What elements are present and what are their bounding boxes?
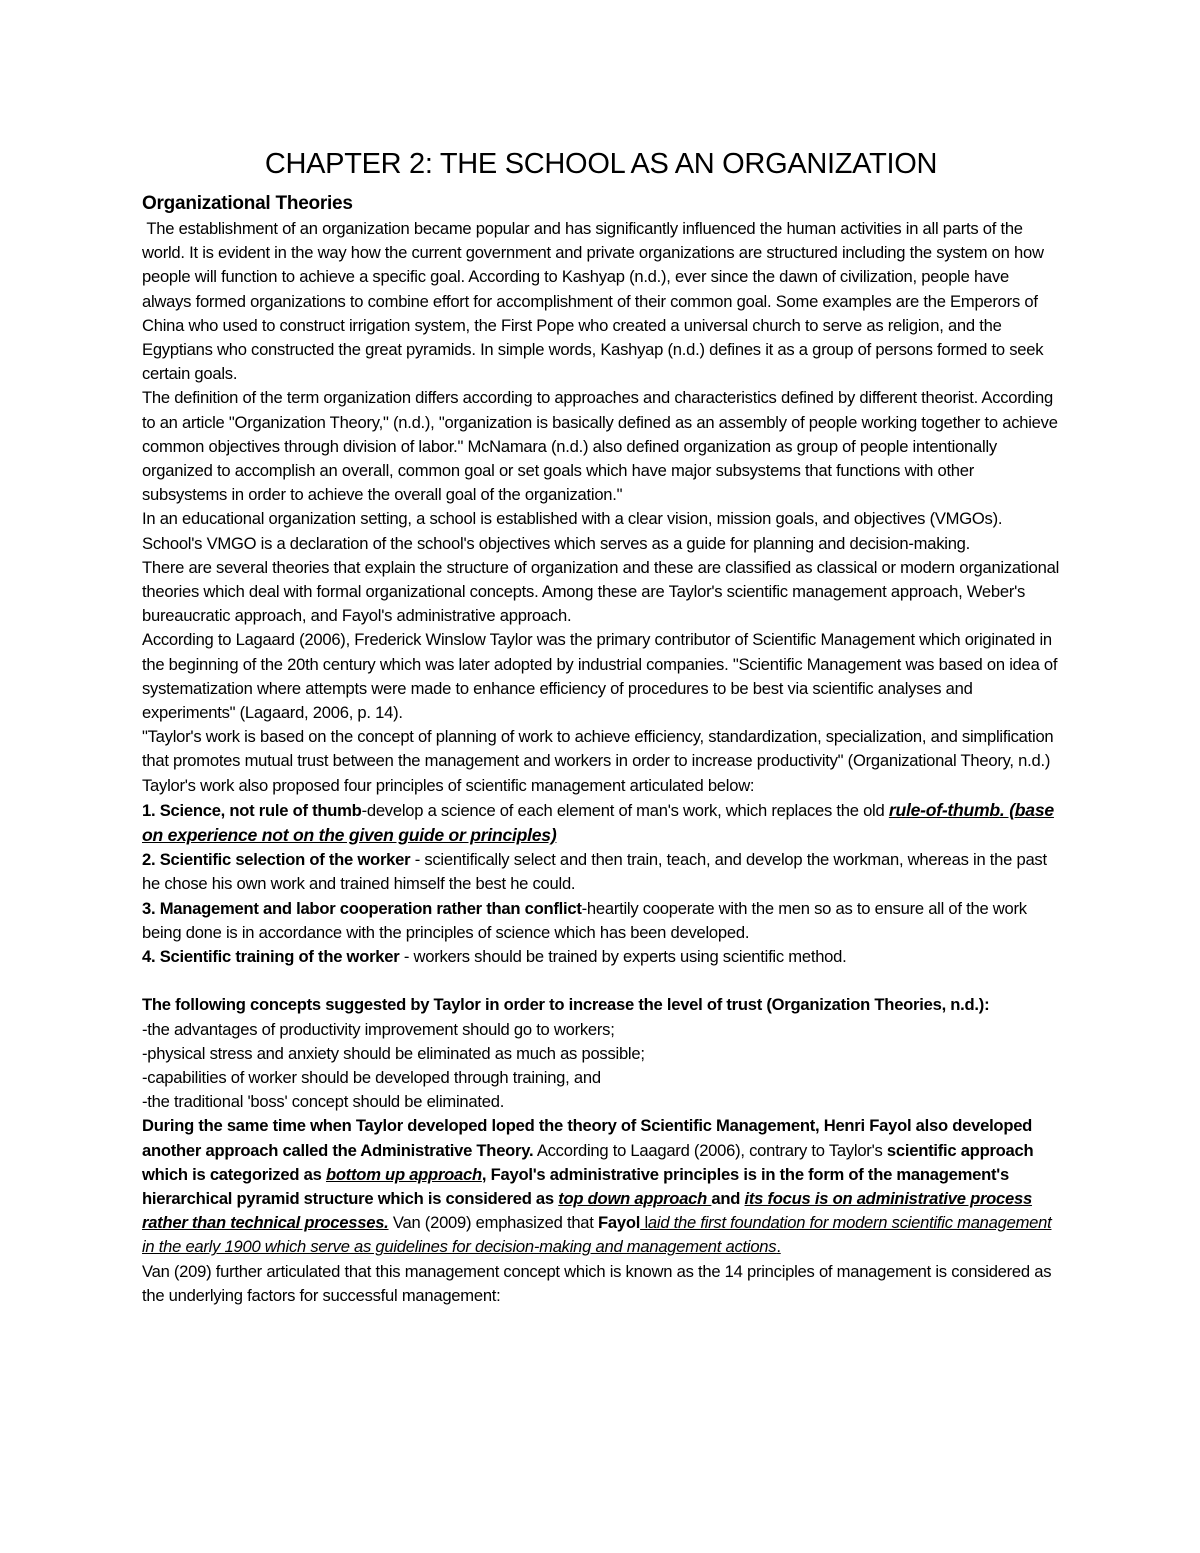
paragraph-theories: There are several theories that explain the structure of organization and these are classified as classical or modern organizational theories which deal with formal organizational concepts. Among these are Taylor's scientific management approach, Weber's bureaucratic approach, and Fayol's administrative approach.: [142, 557, 1060, 626]
paragraph-intro: The establishment of an organization became popular and has significantly influenced the human activities in all parts of the world. It is evident in the way how the current government and private organizations are structured including the system on how people will function to achieve a specific goal. According to Kashyap (n.d.), ever since the dawn of civilization, people have always formed organizations to combine effort for accomplishment of their common goal. Some examples are the Emperors of China who used to construct irrigation system, the First Pope who created a universal church to serve as religion, and the Egyptians who constructed the great pyramids. In simple words, Kashyap (n.d.) defines it as a group of persons formed to seek certain goals.: [142, 219, 1049, 384]
fayol-bottom-up: bottom up approach: [325, 1164, 482, 1184]
principle-3: [142, 897, 1060, 945]
principle-1-emphasis: rule-of-thumb. (base on experience not on the given guide or principles): [142, 799, 1054, 846]
principle-3-title: 3. Management and labor cooperation rather than conflict: [142, 898, 582, 918]
fayol-bold-2: scientific approach which is categorized as: [142, 1140, 1034, 1184]
principle-3-text: -heartily cooperate with the men so as to ensure all of the work being done is in accordance with the principles of science which has been developed.: [142, 898, 1027, 942]
principle-1: [142, 798, 1060, 848]
fayol-text-2: Van (2009) emphasized that: [388, 1213, 599, 1233]
concept-item: -the traditional 'boss' concept should be eliminated.: [142, 1092, 505, 1112]
paragraph-vmgo: In an educational organization setting, a school is established with a clear vision, mission goals, and objectives (VMGOs). School's VMGO is a declaration of the school's objectives which serves as a guide for planning and decision-making.: [142, 509, 1003, 553]
concept-item: -capabilities of worker should be developed through training, and: [142, 1067, 601, 1087]
fayol-underline-1: l: [640, 1213, 648, 1233]
document-body: [142, 144, 1060, 1308]
concept-item: -the advantages of productivity improvement should go to workers;: [142, 1019, 615, 1039]
fayol-bold-4: and: [711, 1188, 745, 1208]
fayol-top-down: top down approach: [558, 1188, 712, 1208]
concepts-heading: [142, 993, 1060, 1017]
concept-item: -physical stress and anxiety should be eliminated as much as possible;: [142, 1043, 645, 1063]
section-heading: Organizational Theories: [142, 193, 353, 214]
principle-4-text: - workers should be trained by experts using scientific method.: [399, 947, 847, 967]
fayol-focus: its focus is on administrative process rather than technical processes.: [142, 1188, 1032, 1233]
principle-1-title: 1. Science, not rule of thumb: [142, 800, 362, 820]
paragraph-definition: The definition of the term organization differs according to approaches and characteristics defined by different theorist. According to an article "Organization Theory," (n.d.), "organization is basically defined as an assembly of people working together to achieve common objectives through division of labor." McNamara (n.d.) also defined organization as group of people intentionally organized to accomplish an overall, common goal or set goals which have major subsystems that functions with other subsystems in order to achieve the overall goal of the organization.": [142, 388, 1058, 505]
principle-4-title: 4. Scientific training of the worker: [142, 947, 400, 967]
principle-2-text: - scientifically select and then train, teach, and develop the workman, whereas in the past he chose his own work and trained himself the best he could.: [142, 850, 1047, 894]
principle-2-title: 2. Scientific selection of the worker: [142, 850, 411, 870]
concepts-heading-text: The following concepts suggested by Taylor in order to increase the level of trust (Organization Theories, n.d.):: [142, 995, 990, 1015]
principle-4: [142, 945, 1060, 969]
paragraph-fayol: [142, 1114, 1060, 1259]
fayol-underline-2: .: [776, 1237, 781, 1257]
fayol-text-1: According to Laagard (2006), contrary to Taylor's: [533, 1140, 887, 1160]
paragraph-lagaard: According to Lagaard (2006), Frederick Winslow Taylor was the primary contributor of Scientific Management which originated in the beginning of the 20th century which was later adopted by industrial companies. "Scientific Management was based on idea of systematization where attempts were made to enhance efficiency of procedures to be best via scientific analyses and experiments" (Lagaard, 2006, p. 14).: [142, 630, 1058, 723]
blank-line: [142, 969, 1060, 993]
fayol-bold-5: Fayol: [598, 1213, 641, 1233]
paragraph-taylor-work: "Taylor's work is based on the concept of planning of work to achieve efficiency, standardization, specialization, and simplification that promotes mutual trust between the management and workers in order to increase productivity" (Organizational Theory, n.d.) Taylor's work also proposed four principles of scientific management articulated below:: [142, 727, 1054, 795]
paragraph-van: Van (209) further articulated that this management concept which is known as the 14 principles of management is considered as the underlying factors for successful management:: [142, 1261, 1052, 1305]
fayol-italic-underline: aid the first foundation for modern scientific management in the early 1900 which serve as guidelines for decision-making and management actions: [142, 1213, 1052, 1257]
fayol-bold-1: During the same time when Taylor developed loped the theory of Scientific Management, Henri Fayol also developed another approach called the Administrative Theory.: [142, 1116, 1033, 1160]
principle-2: [142, 848, 1060, 896]
chapter-title: CHAPTER 2: THE SCHOOL AS AN ORGANIZATION: [264, 148, 938, 180]
fayol-bold-3: , Fayol's administrative principles is in the form of the management's hierarchical pyramid structure which is considered as: [142, 1164, 1009, 1208]
principle-1-text: -develop a science of each element of man's work, which replaces the old: [361, 800, 889, 820]
